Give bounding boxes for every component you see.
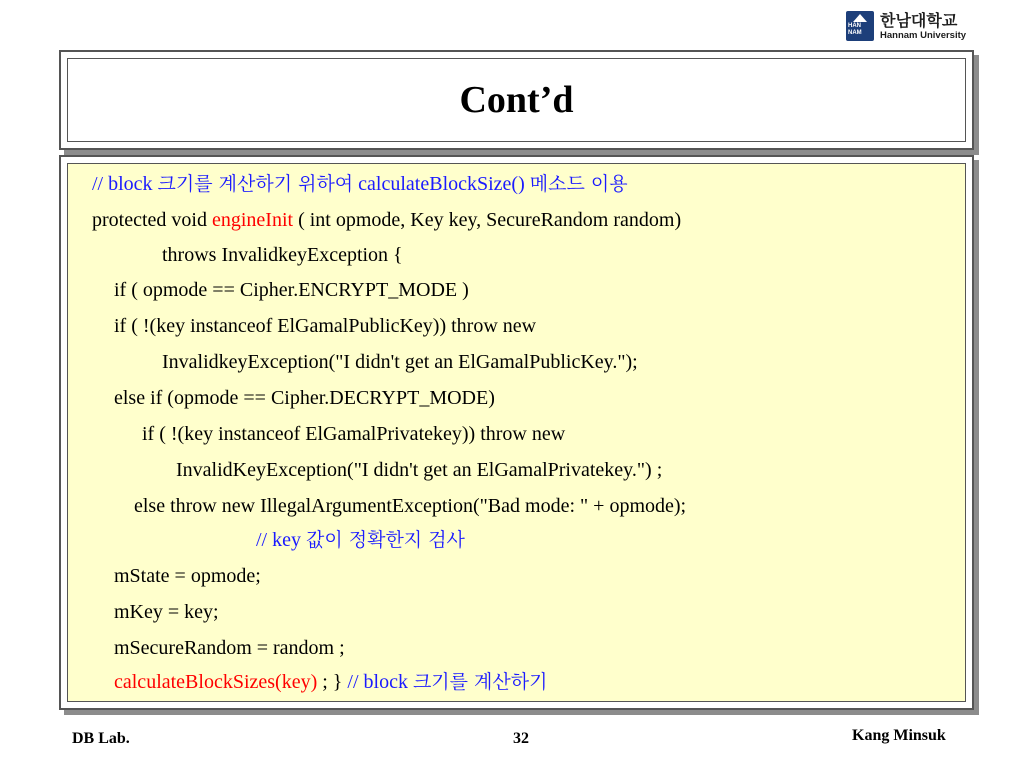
code-line-6: InvalidkeyException("I didn't get an ElGamalPublicKey.");: [162, 351, 638, 373]
comment-text: // block: [92, 173, 158, 195]
code-line-10: else throw new IllegalArgumentException("Bad mode: " + opmode);: [134, 495, 687, 517]
code-text: ( int opmode, Key key, SecureRandom random): [293, 209, 682, 231]
footer-author: Kang Minsuk: [852, 727, 946, 744]
footer-lab-name: DB Lab.: [72, 730, 130, 747]
comment-text: // block: [347, 671, 413, 693]
comment-text: // key: [256, 529, 306, 551]
university-logo: [846, 8, 966, 44]
code-line-4: if ( opmode == Cipher.ENCRYPT_MODE ): [114, 279, 469, 301]
logo-text: [880, 12, 966, 41]
code-text: ; }: [317, 671, 348, 693]
code-line-11: [256, 528, 465, 552]
code-line-5: if ( !(key instanceof ElGamalPublicKey)) throw new: [114, 315, 537, 337]
code-text: protected void: [92, 209, 212, 231]
code-line-13: mKey = key;: [114, 601, 219, 623]
logo-name-english: Hannam University: [880, 29, 967, 41]
code-line-1: [92, 172, 628, 196]
code-line-9: InvalidKeyException("I didn't get an ElGamalPrivatekey.") ;: [176, 459, 663, 481]
code-line-3: throws InvalidkeyException {: [162, 244, 403, 266]
code-line-12: mState = opmode;: [114, 565, 261, 587]
page-number: 32: [513, 730, 529, 747]
code-line-2: [92, 208, 681, 232]
code-line-14: mSecureRandom = random ;: [114, 637, 345, 659]
code-line-15: [114, 670, 547, 694]
code-line-7: else if (opmode == Cipher.DECRYPT_MODE): [114, 387, 495, 409]
method-call-highlight: calculateBlockSizes(key): [114, 671, 318, 693]
slide-title: Cont’d: [459, 79, 574, 121]
title-frame: [59, 50, 974, 150]
method-name-highlight: engineInit: [211, 209, 294, 231]
title-inner-frame: [67, 58, 966, 142]
code-panel: [67, 163, 966, 702]
comment-korean: 크기를 계산하기: [412, 671, 548, 693]
logo-emblem-icon: HAN NAM: [846, 11, 874, 41]
code-line-8: if ( !(key instanceof ElGamalPrivatekey)) throw new: [142, 423, 566, 445]
comment-korean: 메소드 이용: [529, 173, 628, 195]
comment-korean: 값이 정확한지 검사: [306, 529, 465, 551]
comment-text: calculateBlockSize(): [353, 173, 530, 195]
logo-name-korean: 한남대학교: [880, 10, 958, 30]
code-frame: [59, 155, 974, 710]
comment-korean: 크기를 계산하기 위하여: [157, 173, 354, 195]
